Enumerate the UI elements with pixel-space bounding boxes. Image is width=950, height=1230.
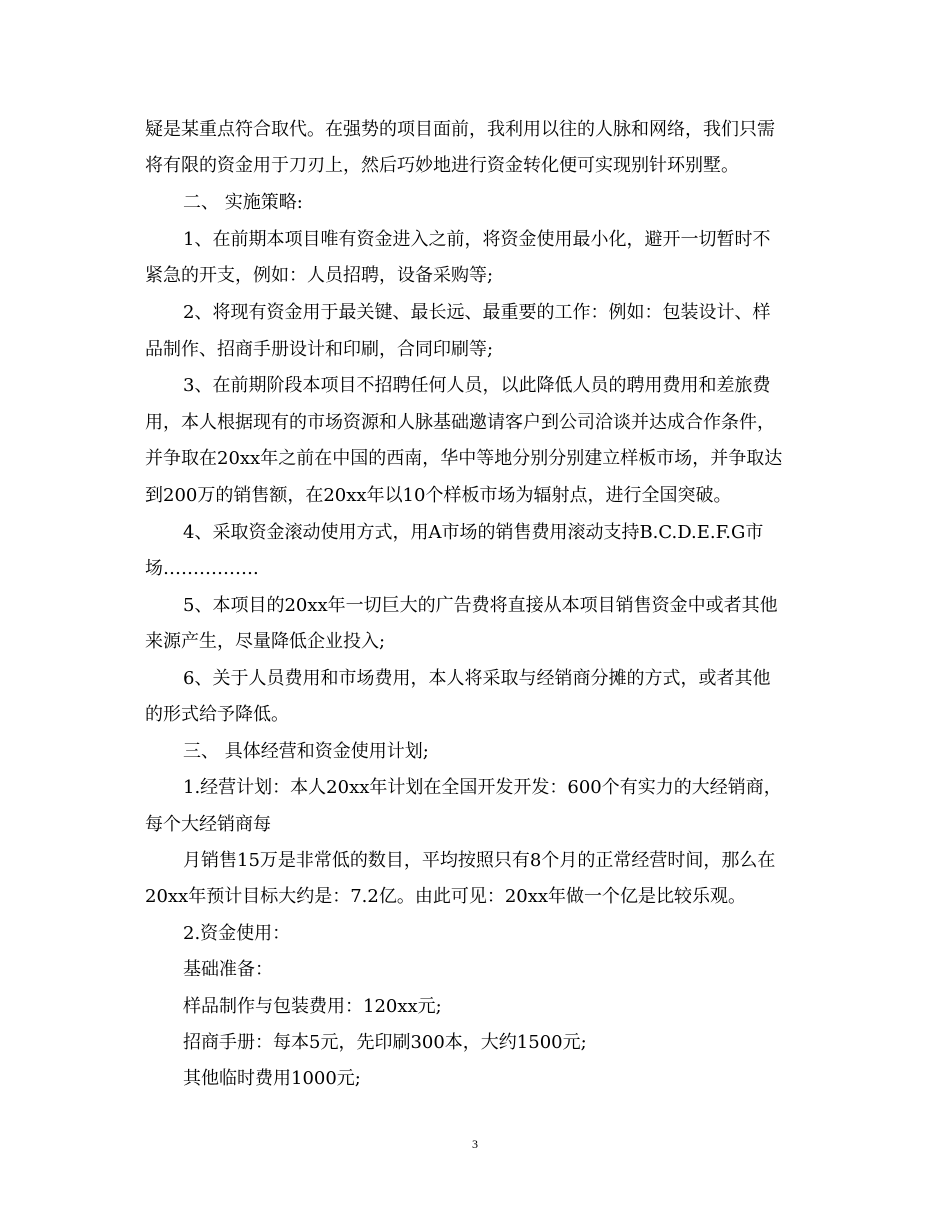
body-line: 来源产生，尽量降低企业投入; — [145, 631, 386, 652]
list-item: 3、在前期阶段本项目不招聘任何人员，以此降低人员的聘用费用和差旅费 — [183, 375, 771, 396]
body-line: 紧急的开支，例如：人员招聘，设备采购等; — [145, 265, 494, 286]
body-line: 疑是某重点符合取代。在强势的项目面前，我利用以往的人脉和网络，我们只需 — [145, 119, 775, 140]
body-line: 20xx年预计目标大约是：7.2亿。由此可见：20xx年做一个亿是比较乐观。 — [145, 886, 747, 907]
body-line: 并争取在20xx年之前在中国的西南，华中等地分别分别建立样板市场，并争取达 — [145, 448, 783, 469]
body-line: 场……………. — [145, 558, 259, 579]
list-item: 1.经营计划：本人20xx年计划在全国开发开发：600个有实力的大经销商， — [183, 777, 782, 798]
list-item: 4、采取资金滚动使用方式，用A市场的销售费用滚动支持B.C.D.E.F.G市 — [183, 522, 764, 543]
list-item: 1、在前期本项目唯有资金进入之前，将资金使用最小化，避开一切暂时不 — [183, 229, 771, 250]
body-line: 月销售15万是非常低的数目，平均按照只有8个月的正常经营时间，那么在 — [183, 850, 776, 871]
list-item: 5、本项目的20xx年一切巨大的广告费将直接从本项目销售资金中或者其他 — [183, 595, 778, 616]
body-line: 招商手册：每本5元，先印刷300本，大约1500元; — [183, 1032, 587, 1053]
body-line: 样品制作与包装费用：120xx元; — [183, 996, 442, 1017]
body-line: 的形式给予降低。 — [145, 704, 289, 725]
body-line: 其他临时费用1000元; — [183, 1068, 361, 1089]
body-line: 基础准备： — [183, 959, 273, 980]
section-heading: 三、 具体经营和资金使用计划; — [183, 741, 429, 762]
body-line: 每个大经销商每 — [145, 814, 271, 835]
list-item: 2、将现有资金用于最关键、最长远、最重要的工作：例如：包装设计、样 — [183, 302, 771, 323]
list-item: 2.资金使用： — [183, 923, 291, 944]
body-line: 将有限的资金用于刀刃上，然后巧妙地进行资金转化便可实现别针环别墅。 — [145, 155, 739, 176]
body-line: 到200万的销售额，在20xx年以10个样板市场为辐射点，进行全国突破。 — [145, 485, 732, 506]
page-number: 3 — [472, 1137, 478, 1151]
body-line: 用，本人根据现有的市场资源和人脉基础邀请客户到公司洽谈并达成合作条件， — [145, 412, 775, 433]
body-line: 品制作、招商手册设计和印刷，合同印刷等; — [145, 339, 494, 360]
section-heading: 二、 实施策略: — [183, 192, 303, 213]
list-item: 6、关于人员费用和市场费用，本人将采取与经销商分摊的方式，或者其他 — [183, 668, 771, 689]
